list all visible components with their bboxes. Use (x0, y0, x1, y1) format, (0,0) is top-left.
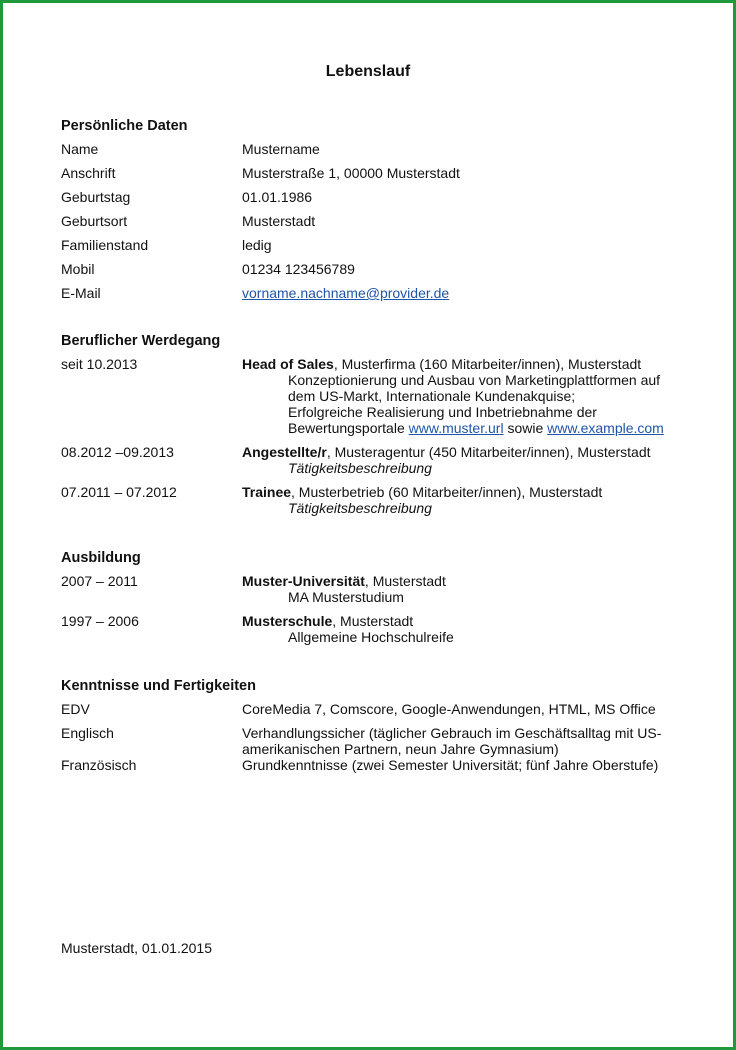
row-label: Geburtstag (61, 189, 131, 205)
career-desc-line: Erfolgreiche Realisierung und Inbetriebnahme der (288, 404, 597, 420)
skills-heading: Kenntnisse und Fertigkeiten (61, 678, 256, 694)
skill-row (61, 725, 681, 757)
career-org: , Musterbetrieb (60 Mitarbeiter/innen), Musterstadt (291, 484, 603, 500)
education-entry (61, 613, 681, 645)
skill-desc: amerikanischen Partnern, neun Jahre Gymnasium) (242, 741, 559, 757)
education-desc: Allgemeine Hochschulreife (288, 629, 454, 645)
career-role: Trainee (242, 484, 292, 500)
skill-desc: Grundkenntnisse (zwei Semester Universität; fünf Jahre Oberstufe) (242, 757, 659, 773)
personal-data-section (61, 118, 681, 309)
row-value: Mustername (242, 141, 320, 157)
career-desc-line: dem US-Markt, Internationale Kundenakquise; (288, 388, 576, 404)
skills-section (61, 678, 681, 773)
personal-row-name (61, 141, 681, 165)
row-label: Familienstand (61, 237, 149, 253)
row-label: Mobil (61, 261, 95, 277)
personal-row-address (61, 165, 681, 189)
row-value: Musterstraße 1, 00000 Musterstadt (242, 165, 460, 181)
skill-label: EDV (61, 701, 90, 717)
row-value: 01234 123456789 (242, 261, 355, 277)
row-label: Geburtsort (61, 213, 128, 229)
skill-desc: Verhandlungssicher (täglicher Gebrauch im Geschäftsalltag mit US- (242, 725, 662, 741)
education-place: , Musterstadt (332, 613, 414, 629)
education-section (61, 550, 681, 653)
education-date: 2007 – 2011 (61, 573, 138, 589)
skill-label: Französisch (61, 757, 137, 773)
row-label: E-Mail (61, 285, 101, 301)
education-desc: MA Musterstudium (288, 589, 404, 605)
career-date: seit 10.2013 (61, 356, 138, 372)
education-heading: Ausbildung (61, 550, 141, 566)
education-school: Muster-Universität (242, 573, 365, 589)
email-link[interactable]: vorname.nachname@provider.de (242, 285, 450, 301)
career-date: 07.2011 – 07.2012 (61, 484, 177, 500)
education-entry (61, 573, 681, 605)
document-title: Lebenslauf (325, 63, 411, 80)
career-date: 08.2012 –09.2013 (61, 444, 174, 460)
row-value: ledig (242, 237, 272, 253)
career-org: , Musterfirma (160 Mitarbeiter/innen), Musterstadt (333, 356, 642, 372)
career-role: Head of Sales (242, 356, 334, 372)
personal-data-heading: Persönliche Daten (61, 118, 188, 134)
career-role: Angestellte/r (242, 444, 327, 460)
career-entry (61, 356, 681, 436)
portal-link-muster[interactable]: www.muster.url (408, 420, 504, 436)
education-place: , Musterstadt (364, 573, 446, 589)
row-label: Name (61, 141, 99, 157)
career-desc: Tätigkeitsbeschreibung (288, 460, 432, 476)
skill-row (61, 757, 681, 773)
education-date: 1997 – 2006 (61, 613, 139, 629)
personal-row-marital-status (61, 237, 681, 261)
career-desc-connector: sowie (503, 420, 548, 436)
career-entry (61, 444, 681, 476)
career-heading: Beruflicher Werdegang (61, 333, 221, 349)
portal-link-example[interactable]: www.example.com (547, 420, 664, 436)
row-value: 01.01.1986 (242, 189, 313, 205)
education-school: Musterschule (242, 613, 333, 629)
career-org: , Musteragentur (450 Mitarbeiter/innen), Musterstadt (326, 444, 651, 460)
row-value: Musterstadt (242, 213, 316, 229)
personal-row-email (61, 285, 681, 309)
signature-place-date: Musterstadt, 01.01.2015 (61, 940, 212, 956)
career-desc: Tätigkeitsbeschreibung (288, 500, 432, 516)
career-section (61, 333, 681, 524)
row-label: Anschrift (61, 165, 116, 181)
skill-row (61, 701, 681, 717)
skill-label: Englisch (61, 725, 114, 741)
skill-desc: CoreMedia 7, Comscore, Google-Anwendungen, HTML, MS Office (242, 701, 656, 717)
personal-row-mobile (61, 261, 681, 285)
career-desc-line: Konzeptionierung und Ausbau von Marketingplattformen auf (288, 372, 661, 388)
personal-row-birthplace (61, 213, 681, 237)
career-entry (61, 484, 681, 516)
personal-row-birthday (61, 189, 681, 213)
career-desc-line: Bewertungsportale (288, 420, 409, 436)
